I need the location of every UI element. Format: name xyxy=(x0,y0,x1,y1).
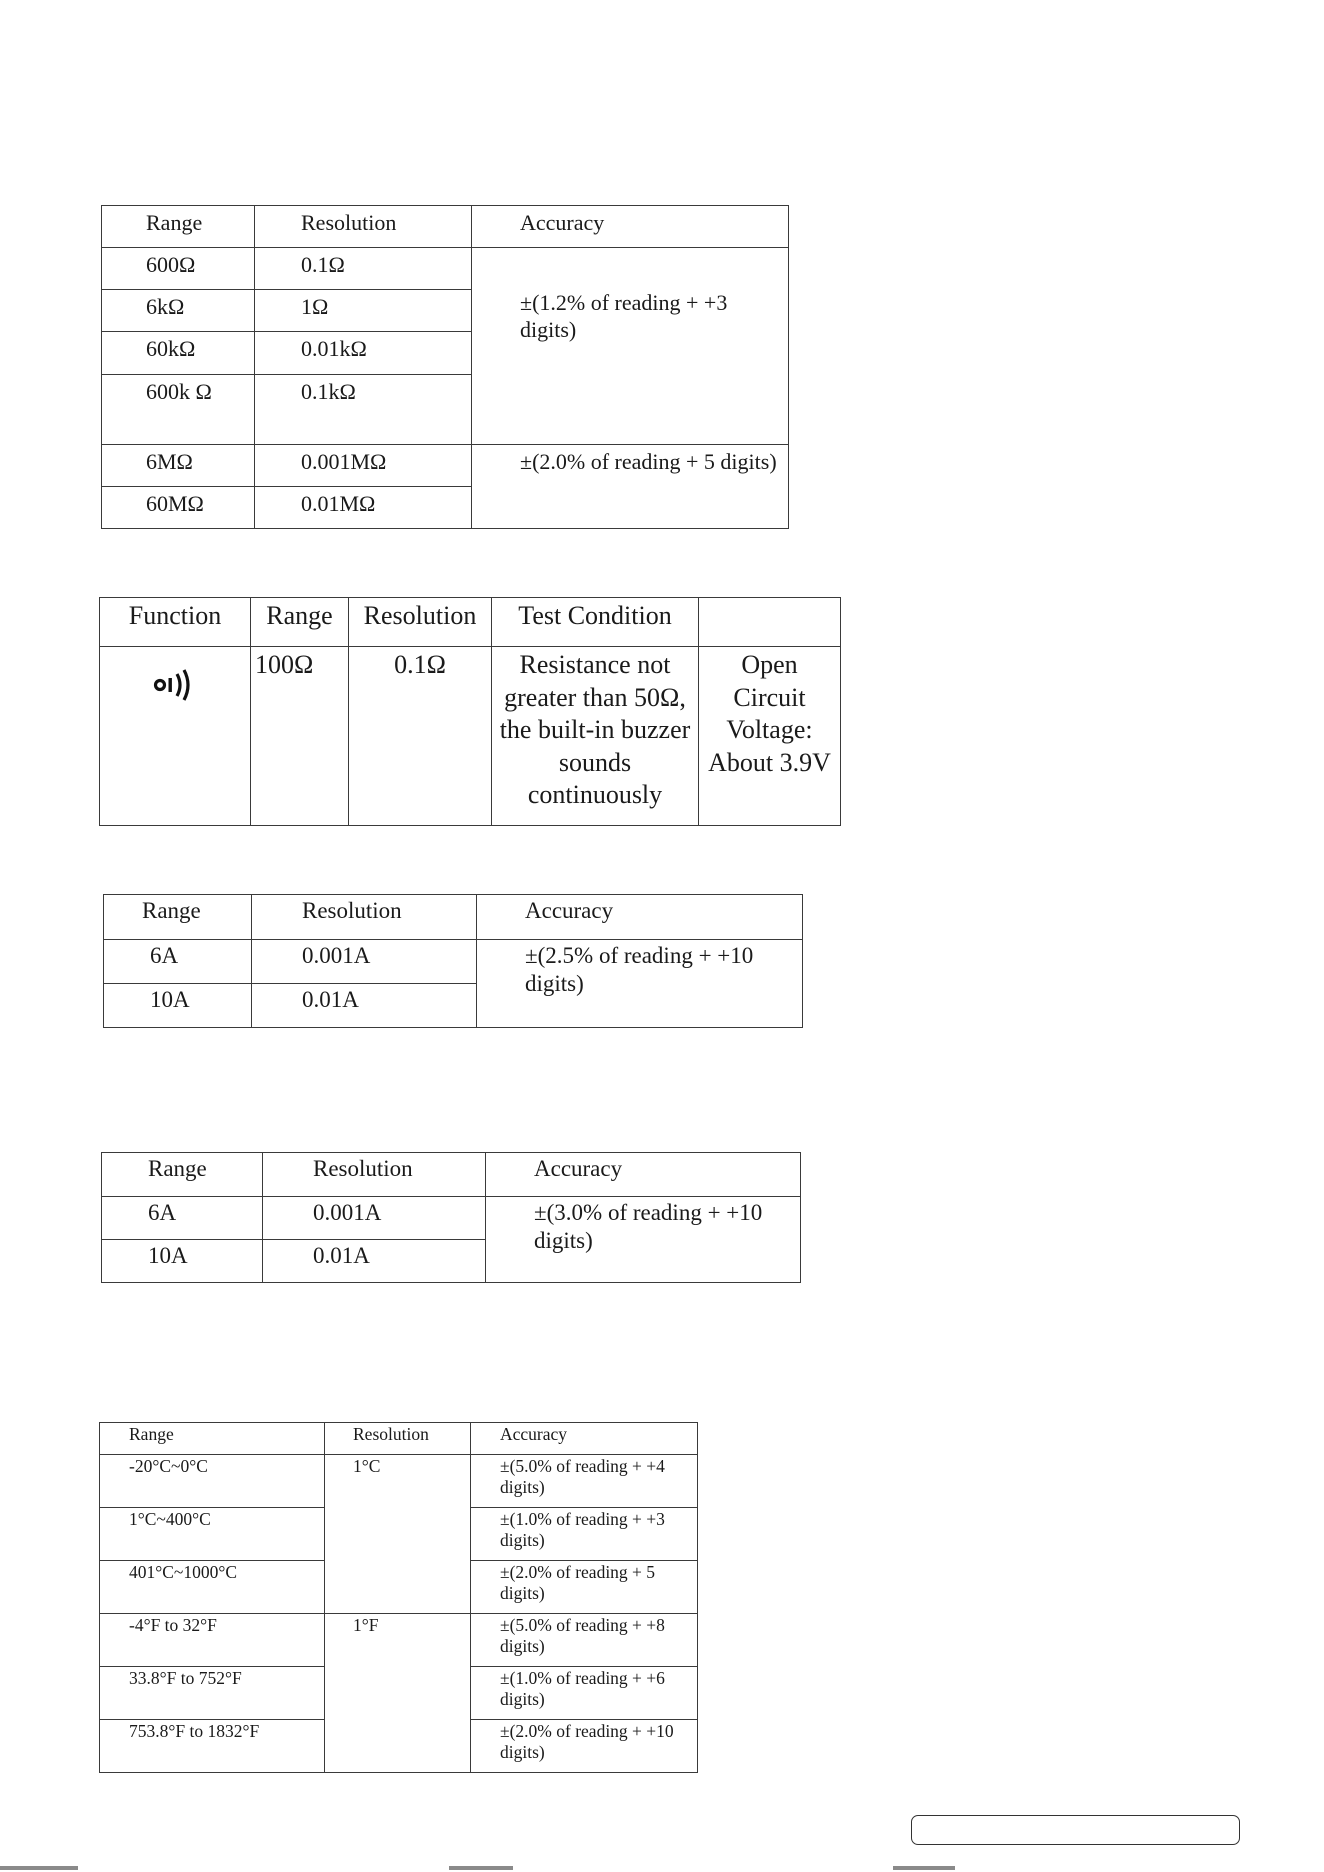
cell-accuracy: ±(3.0% of reading + +10 digits) xyxy=(486,1197,801,1283)
cell-resolution: 0.1kΩ xyxy=(255,375,472,445)
cell-accuracy: ±(5.0% of reading + +4 digits) xyxy=(471,1455,698,1508)
cell-range: 6A xyxy=(104,940,252,984)
header-accuracy: Accuracy xyxy=(477,895,803,940)
header-resolution: Resolution xyxy=(349,598,492,647)
cell-resolution: 0.1Ω xyxy=(255,248,472,290)
footer-rule xyxy=(893,1866,955,1870)
header-accuracy: Accuracy xyxy=(472,206,789,248)
cell-range: -20°C~0°C xyxy=(100,1455,325,1508)
cell-test-condition: Resistance not greater than 50Ω, the built-in buzzer sounds continuously xyxy=(492,647,699,826)
continuity-buzzer-icon xyxy=(153,667,197,701)
cell-accuracy: ±(2.5% of reading + +10 digits) xyxy=(477,940,803,1028)
cell-range: 10A xyxy=(102,1240,263,1283)
cell-resolution: 0.01A xyxy=(252,984,477,1028)
header-empty xyxy=(699,598,841,647)
cell-accuracy: ±(1.2% of reading + +3 digits) xyxy=(472,248,789,445)
header-function: Function xyxy=(100,598,251,647)
header-resolution: Resolution xyxy=(325,1423,471,1455)
cell-range: 6A xyxy=(102,1197,263,1240)
cell-range: 401°C~1000°C xyxy=(100,1561,325,1614)
cell-range: 1°C~400°C xyxy=(100,1508,325,1561)
cell-range: 60MΩ xyxy=(102,487,255,529)
cell-accuracy: ±(1.0% of reading + +3 digits) xyxy=(471,1508,698,1561)
cell-range: 60kΩ xyxy=(102,332,255,375)
cell-accuracy: ±(2.0% of reading + 5 digits) xyxy=(471,1561,698,1614)
cell-accuracy: ±(2.0% of reading + 5 digits) xyxy=(472,445,789,529)
cell-range: 6kΩ xyxy=(102,290,255,332)
cell-resolution: 1Ω xyxy=(255,290,472,332)
cell-accuracy: ±(2.0% of reading + +10 digits) xyxy=(471,1720,698,1773)
cell-range: 600k Ω xyxy=(102,375,255,445)
cell-resolution: 0.1Ω xyxy=(349,647,492,826)
cell-resolution: 0.001A xyxy=(252,940,477,984)
resistance-table xyxy=(101,205,789,529)
temperature-table xyxy=(99,1422,698,1773)
header-resolution: Resolution xyxy=(263,1153,486,1197)
cell-note: Open Circuit Voltage: About 3.9V xyxy=(699,647,841,826)
cell-range: 753.8°F to 1832°F xyxy=(100,1720,325,1773)
header-range: Range xyxy=(102,206,255,248)
cell-range: -4°F to 32°F xyxy=(100,1614,325,1667)
cell-resolution: 1°C xyxy=(325,1455,471,1614)
cell-accuracy: ±(5.0% of reading + +8 digits) xyxy=(471,1614,698,1667)
header-range: Range xyxy=(251,598,349,647)
current-table-2 xyxy=(101,1152,801,1283)
cell-function xyxy=(100,647,251,826)
cell-resolution: 0.01MΩ xyxy=(255,487,472,529)
cell-resolution: 0.001A xyxy=(263,1197,486,1240)
cell-resolution: 1°F xyxy=(325,1614,471,1773)
header-range: Range xyxy=(100,1423,325,1455)
header-resolution: Resolution xyxy=(255,206,472,248)
header-test-condition: Test Condition xyxy=(492,598,699,647)
cell-range: 10A xyxy=(104,984,252,1028)
cell-range: 600Ω xyxy=(102,248,255,290)
cell-resolution: 0.01A xyxy=(263,1240,486,1283)
footer-rule xyxy=(0,1866,78,1870)
header-resolution: Resolution xyxy=(252,895,477,940)
page-number-box xyxy=(911,1815,1240,1845)
header-accuracy: Accuracy xyxy=(486,1153,801,1197)
cell-resolution: 0.01kΩ xyxy=(255,332,472,375)
cell-range: 33.8°F to 752°F xyxy=(100,1667,325,1720)
cell-resolution: 0.001MΩ xyxy=(255,445,472,487)
cell-range: 6MΩ xyxy=(102,445,255,487)
header-range: Range xyxy=(104,895,252,940)
continuity-table xyxy=(99,597,841,826)
header-accuracy: Accuracy xyxy=(471,1423,698,1455)
footer-rule xyxy=(449,1866,513,1870)
cell-accuracy: ±(1.0% of reading + +6 digits) xyxy=(471,1667,698,1720)
header-range: Range xyxy=(102,1153,263,1197)
current-table-1 xyxy=(103,894,803,1028)
cell-range: 100Ω xyxy=(251,647,349,826)
